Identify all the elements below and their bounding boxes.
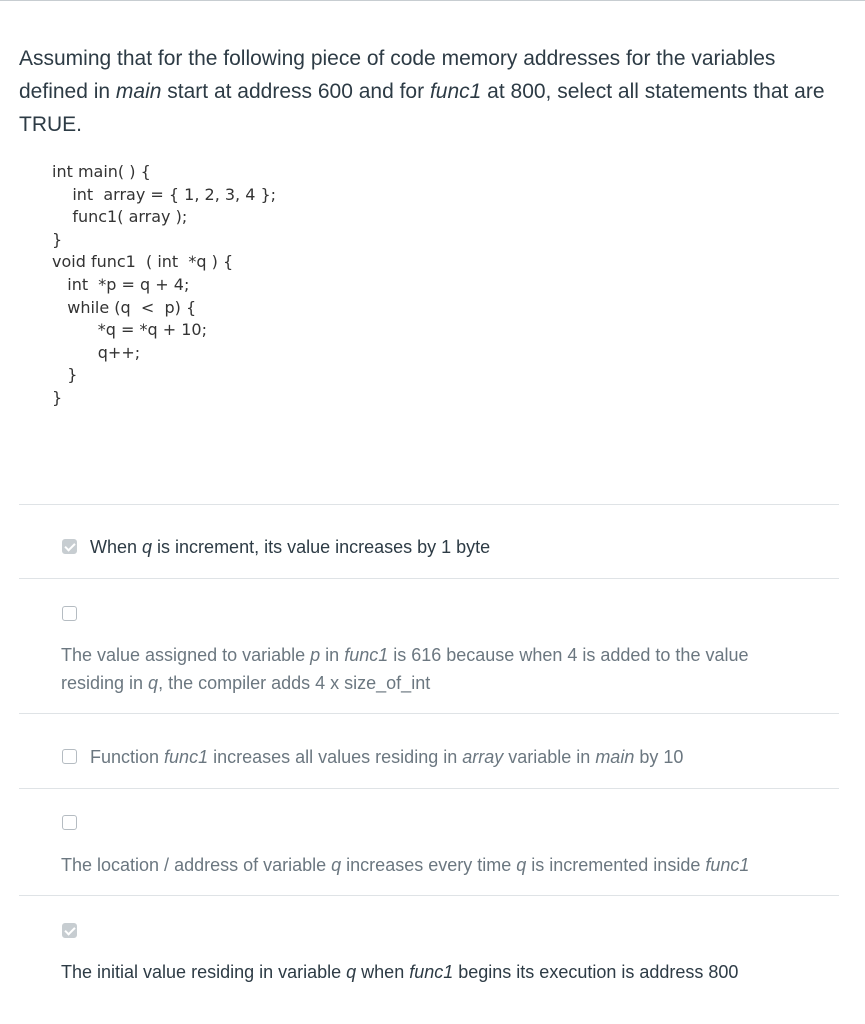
code-line: func1( array ); xyxy=(52,207,188,227)
answer-text-italic: func1 xyxy=(164,747,209,767)
answer-text-part: increases every time xyxy=(341,855,517,875)
answer-label-1 xyxy=(90,533,490,561)
answer-text-part: begins its execution is address 800 xyxy=(453,962,739,982)
answer-text-part: When xyxy=(90,537,143,557)
answer-text-italic: func1 xyxy=(705,855,750,875)
code-line: *q = *q + 10; xyxy=(52,320,207,340)
answer-option-1[interactable] xyxy=(19,505,839,578)
answer-text-italic: q xyxy=(346,962,357,982)
question-text-part: start at address 600 and for xyxy=(161,80,430,103)
code-line: int array = { 1, 2, 3, 4 }; xyxy=(52,184,277,204)
answer-checkbox-5[interactable] xyxy=(62,923,77,938)
question-emphasis-func1: func1 xyxy=(429,80,482,103)
answer-text-part: Function xyxy=(90,747,165,767)
code-line: } xyxy=(52,387,63,407)
answer-option-3[interactable] xyxy=(19,714,839,788)
answer-text-part: is incremented inside xyxy=(526,855,706,875)
answer-text-italic: func1 xyxy=(344,645,389,665)
answer-text-italic: q xyxy=(516,855,527,875)
code-line: } xyxy=(52,365,78,385)
answer-text-part: is increment, its value increases by 1 byte xyxy=(152,537,491,557)
answer-text-part: variable in xyxy=(503,747,596,767)
answer-label-2 xyxy=(61,641,801,697)
answer-text-italic: q xyxy=(148,673,159,693)
code-line: int main( ) { xyxy=(52,162,151,181)
question-emphasis-main: main xyxy=(115,80,162,103)
answer-option-5[interactable] xyxy=(19,896,839,1006)
answer-label-4 xyxy=(61,851,749,879)
answer-text-part: in xyxy=(320,645,345,665)
top-divider xyxy=(0,0,865,1)
answer-label-3 xyxy=(90,743,683,771)
answer-text-part: when xyxy=(356,962,410,982)
answer-text-part: , the compiler adds 4 x size_of_int xyxy=(158,673,431,693)
answer-text-part: The location / address of variable xyxy=(61,855,332,875)
question-text-part: Assuming that for the following piece of code memory addresses for the variables defined in xyxy=(19,47,776,103)
question-text xyxy=(19,42,839,141)
answer-checkbox-4[interactable] xyxy=(62,815,77,830)
answer-option-2[interactable] xyxy=(19,579,839,713)
code-line: int *p = q + 4; xyxy=(52,274,190,294)
answer-checkbox-3[interactable] xyxy=(62,749,77,764)
answer-text-italic: array xyxy=(462,747,504,767)
answer-checkbox-1[interactable] xyxy=(62,539,77,554)
answer-text-part: The initial value residing in variable xyxy=(61,962,347,982)
answer-text-italic: main xyxy=(595,747,635,767)
answer-text-part: by 10 xyxy=(634,747,684,767)
answer-text-italic: q xyxy=(331,855,342,875)
code-line: void func1 ( int *q ) { xyxy=(52,252,234,272)
code-line: } xyxy=(52,229,63,249)
answer-option-4[interactable] xyxy=(19,789,839,895)
code-block xyxy=(52,161,276,410)
answer-text-italic: p xyxy=(310,645,321,665)
question-text-part: at 800, select all statements that are TRUE. xyxy=(19,80,825,136)
answer-text-italic: q xyxy=(142,537,153,557)
code-line: q++; xyxy=(52,342,141,362)
code-line: while (q < p) { xyxy=(52,297,197,317)
answer-text-part: The value assigned to variable xyxy=(61,645,311,665)
answer-label-5 xyxy=(61,958,738,986)
answer-text-italic: func1 xyxy=(409,962,454,982)
answer-text-part: is 616 because when 4 is added to the value residing in xyxy=(61,645,749,693)
answer-text-part: increases all values residing in xyxy=(208,747,463,767)
answer-checkbox-2[interactable] xyxy=(62,606,77,621)
